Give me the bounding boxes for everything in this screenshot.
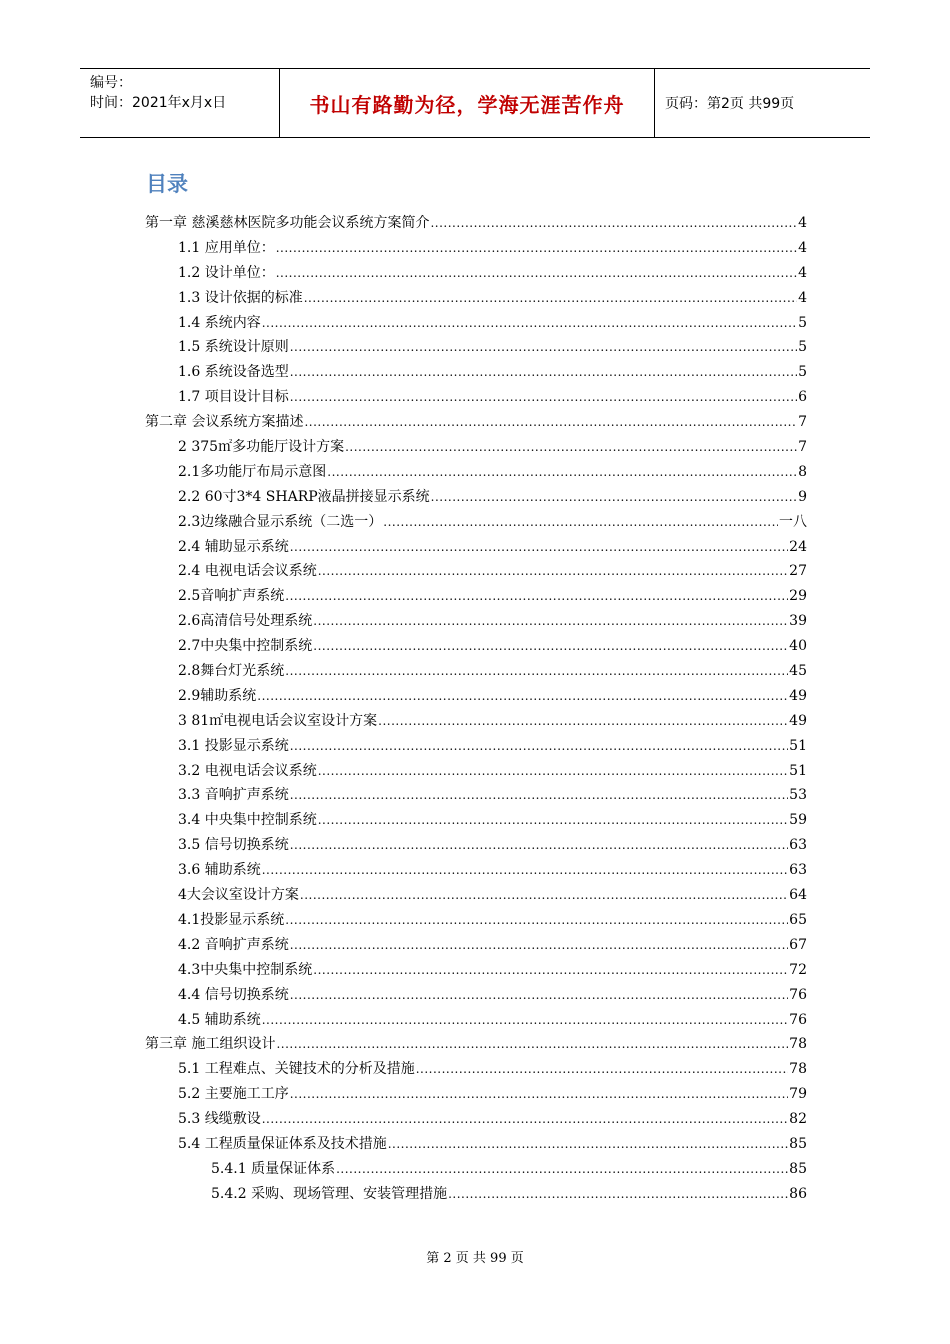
toc-entry-page: 5 xyxy=(798,364,807,381)
toc-entry-title: 4.1投影显示系统 xyxy=(178,911,285,928)
toc-entry[interactable] xyxy=(145,610,807,635)
toc-dot-leader xyxy=(290,540,788,554)
toc-entry-title: 1.1 应用单位： xyxy=(178,239,275,256)
toc-entry[interactable] xyxy=(145,635,807,660)
toc-entry[interactable] xyxy=(145,585,807,610)
toc-entry[interactable] xyxy=(145,710,807,735)
toc-entry-title: 2.3边缘融合显示系统（二选一） xyxy=(178,513,383,530)
toc-entry-title: 5.3 线缆敷设 xyxy=(178,1111,261,1128)
toc-entry-title: 5.2 主要施工工序 xyxy=(178,1086,289,1103)
toc-entry[interactable] xyxy=(145,560,807,585)
toc-entry-title: 4.4 信号切换系统 xyxy=(178,986,289,1003)
toc-entry[interactable] xyxy=(145,760,807,785)
toc-dot-leader xyxy=(388,1137,788,1151)
toc-dot-leader xyxy=(285,589,788,603)
header-number-label: 编号： xyxy=(90,75,132,91)
toc-entry-page: 39 xyxy=(789,613,807,630)
toc-dot-leader xyxy=(304,415,797,429)
toc-dot-leader xyxy=(290,1087,788,1101)
toc-entry[interactable] xyxy=(145,984,807,1009)
toc-entry[interactable] xyxy=(145,1083,807,1108)
toc-dot-leader xyxy=(345,440,797,454)
toc-entry[interactable] xyxy=(145,511,807,536)
toc-entry-title: 第三章 施工组织设计 xyxy=(145,1036,276,1053)
toc-entry-page: 76 xyxy=(789,986,807,1003)
toc-entry[interactable] xyxy=(145,859,807,884)
toc-entry[interactable] xyxy=(145,934,807,959)
toc-entry-page: 51 xyxy=(789,737,807,754)
toc-entry-title: 3.4 中央集中控制系统 xyxy=(178,812,317,829)
header-motto: 书山有路勤为径，学海无涯苦作舟 xyxy=(280,69,655,137)
toc-entry-title: 5.4.1 质量保证体系 xyxy=(211,1160,336,1177)
toc-entry-page: 76 xyxy=(789,1011,807,1028)
toc-entry-page: 一八 xyxy=(779,513,807,530)
toc-entry-title: 1.6 系统设备选型 xyxy=(178,364,289,381)
toc-dot-leader xyxy=(262,1112,788,1126)
toc-entry-title: 2.5音响扩声系统 xyxy=(178,588,285,605)
toc-entry-page: 82 xyxy=(789,1111,807,1128)
toc-dot-leader xyxy=(416,1062,788,1076)
header-page-info: 页码：第2页 共99页 xyxy=(665,96,795,112)
toc-entry-title: 4.2 音响扩声系统 xyxy=(178,936,289,953)
toc-entry-page: 8 xyxy=(798,463,807,480)
toc-entry-title: 第二章 会议系统方案描述 xyxy=(145,414,304,431)
toc-dot-leader xyxy=(290,340,797,354)
toc-entry-page: 4 xyxy=(798,289,807,306)
toc-entry-page: 64 xyxy=(789,887,807,904)
toc-entry-page: 78 xyxy=(789,1036,807,1053)
toc-entry-page: 49 xyxy=(789,687,807,704)
toc-entry-page: 24 xyxy=(789,538,807,555)
toc-entry[interactable] xyxy=(145,1058,807,1083)
toc-dot-leader xyxy=(262,1013,788,1027)
toc-entry-title: 2.1多功能厅布局示意图 xyxy=(178,463,327,480)
toc-entry-title: 3.2 电视电话会议系统 xyxy=(178,762,317,779)
toc-entry-page: 9 xyxy=(798,488,807,505)
toc-dot-leader xyxy=(313,614,788,628)
toc-entry[interactable] xyxy=(145,784,807,809)
toc-entry[interactable] xyxy=(145,411,807,436)
toc-dot-leader xyxy=(304,291,797,305)
toc-entry-title: 4.5 辅助系统 xyxy=(178,1011,261,1028)
toc-dot-leader xyxy=(318,564,788,578)
toc-entry-title: 3 81㎡电视电话会议室设计方案 xyxy=(178,712,378,729)
toc-dot-leader xyxy=(290,938,788,952)
toc-dot-leader xyxy=(290,739,788,753)
toc-dot-leader xyxy=(290,788,788,802)
toc-entry[interactable] xyxy=(145,386,807,411)
toc-entry-title: 2.4 电视电话会议系统 xyxy=(178,563,317,580)
toc-entry-page: 63 xyxy=(789,837,807,854)
toc-entry-page: 63 xyxy=(789,862,807,879)
toc-entry-title: 4.3中央集中控制系统 xyxy=(178,961,313,978)
toc-entry-title: 1.2 设计单位： xyxy=(178,264,275,281)
toc-entry-page: 4 xyxy=(798,239,807,256)
toc-dot-leader xyxy=(327,465,797,479)
toc-entry-page: 67 xyxy=(789,936,807,953)
toc-entry-title: 4大会议室设计方案 xyxy=(178,887,299,904)
header-date-label: 时间：2021年x月x日 xyxy=(90,95,227,111)
toc-entry-title: 2.6高清信号处理系统 xyxy=(178,613,313,630)
toc-dot-leader xyxy=(431,490,797,504)
header-meta xyxy=(80,69,280,137)
toc-entry-page: 6 xyxy=(798,389,807,406)
toc-dot-leader xyxy=(262,316,797,330)
toc-entry[interactable] xyxy=(145,735,807,760)
toc-entry[interactable] xyxy=(145,361,807,386)
toc-entry[interactable] xyxy=(145,312,807,337)
toc-dot-leader xyxy=(257,689,788,703)
toc-entry[interactable] xyxy=(145,1033,807,1058)
toc-dot-leader xyxy=(318,813,788,827)
toc-entry[interactable] xyxy=(145,660,807,685)
toc-entry[interactable] xyxy=(145,436,807,461)
toc-entry-title: 3.5 信号切换系统 xyxy=(178,837,289,854)
toc-dot-leader xyxy=(313,639,788,653)
table-of-contents xyxy=(145,212,807,1208)
toc-dot-leader xyxy=(276,1037,788,1051)
toc-entry-title: 3.6 辅助系统 xyxy=(178,862,261,879)
toc-entry[interactable] xyxy=(145,1133,807,1158)
toc-dot-leader xyxy=(318,764,788,778)
toc-entry-title: 2.2 60寸3*4 SHARP液晶拼接显示系统 xyxy=(178,488,430,505)
toc-entry-title: 2.7中央集中控制系统 xyxy=(178,638,313,655)
toc-dot-leader xyxy=(383,515,778,529)
toc-entry[interactable] xyxy=(145,461,807,486)
toc-entry[interactable] xyxy=(145,1158,807,1183)
toc-entry-page: 27 xyxy=(789,563,807,580)
toc-dot-leader xyxy=(430,216,797,230)
toc-entry-title: 3.3 音响扩声系统 xyxy=(178,787,289,804)
toc-entry-title: 2.9辅助系统 xyxy=(178,687,257,704)
toc-entry[interactable] xyxy=(145,287,807,312)
toc-dot-leader xyxy=(336,1162,788,1176)
toc-dot-leader xyxy=(262,863,788,877)
toc-dot-leader xyxy=(378,714,788,728)
page-header xyxy=(80,68,870,138)
toc-entry-page: 49 xyxy=(789,712,807,729)
toc-entry-page: 40 xyxy=(789,638,807,655)
toc-entry-title: 5.1 工程难点、关键技术的分析及措施 xyxy=(178,1061,415,1078)
toc-entry[interactable] xyxy=(145,834,807,859)
toc-entry-title: 1.3 设计依据的标准 xyxy=(178,289,303,306)
toc-dot-leader xyxy=(285,664,788,678)
toc-entry[interactable] xyxy=(145,536,807,561)
toc-dot-leader xyxy=(276,266,797,280)
toc-dot-leader xyxy=(290,390,797,404)
toc-entry-title: 5.4.2 采购、现场管理、安装管理措施 xyxy=(211,1185,448,1202)
toc-entry-page: 79 xyxy=(789,1086,807,1103)
toc-entry[interactable] xyxy=(145,262,807,287)
toc-entry-page: 5 xyxy=(798,339,807,356)
toc-entry[interactable] xyxy=(145,1009,807,1034)
toc-entry[interactable] xyxy=(145,486,807,511)
toc-entry-page: 7 xyxy=(798,439,807,456)
toc-entry-title: 3.1 投影显示系统 xyxy=(178,737,289,754)
toc-entry-title: 第一章 慈溪慈林医院多功能会议系统方案简介 xyxy=(145,215,430,231)
toc-dot-leader xyxy=(290,365,797,379)
toc-entry-page: 5 xyxy=(798,314,807,331)
toc-entry-title: 5.4 工程质量保证体系及技术措施 xyxy=(178,1135,387,1152)
toc-entry-page: 85 xyxy=(789,1135,807,1152)
toc-entry-page: 45 xyxy=(789,663,807,680)
toc-title: 目录 xyxy=(146,172,188,196)
toc-entry-page: 29 xyxy=(789,588,807,605)
toc-entry-title: 1.5 系统设计原则 xyxy=(178,339,289,356)
toc-entry[interactable] xyxy=(145,909,807,934)
toc-entry-title: 1.4 系统内容 xyxy=(178,314,261,331)
toc-entry-page: 53 xyxy=(789,787,807,804)
toc-dot-leader xyxy=(300,888,788,902)
toc-entry-title: 2.8舞台灯光系统 xyxy=(178,663,285,680)
toc-entry-page: 4 xyxy=(798,264,807,281)
toc-entry-page: 78 xyxy=(789,1061,807,1078)
toc-entry[interactable] xyxy=(145,237,807,262)
toc-entry-page: 59 xyxy=(789,812,807,829)
toc-entry-title: 2 375㎡多功能厅设计方案 xyxy=(178,439,345,456)
toc-entry[interactable] xyxy=(145,809,807,834)
page-footer: 第 2 页 共 99 页 xyxy=(426,1251,524,1266)
toc-dot-leader xyxy=(448,1187,788,1201)
toc-entry[interactable] xyxy=(145,884,807,909)
toc-dot-leader xyxy=(276,241,797,255)
toc-entry[interactable] xyxy=(145,1108,807,1133)
toc-entry-page: 65 xyxy=(789,911,807,928)
toc-entry[interactable] xyxy=(145,959,807,984)
toc-entry[interactable] xyxy=(145,336,807,361)
toc-entry-page: 72 xyxy=(789,961,807,978)
toc-dot-leader xyxy=(290,838,788,852)
toc-entry-page: 85 xyxy=(789,1160,807,1177)
toc-entry-page: 4 xyxy=(798,215,807,231)
toc-entry-page: 7 xyxy=(798,414,807,431)
toc-dot-leader xyxy=(285,913,788,927)
toc-entry-title: 2.4 辅助显示系统 xyxy=(178,538,289,555)
toc-entry-page: 86 xyxy=(789,1185,807,1202)
toc-entry-page: 51 xyxy=(789,762,807,779)
toc-entry[interactable] xyxy=(145,685,807,710)
toc-entry-title: 1.7 项目设计目标 xyxy=(178,389,289,406)
toc-entry[interactable] xyxy=(145,1183,807,1208)
toc-entry[interactable] xyxy=(145,212,807,237)
toc-dot-leader xyxy=(290,988,788,1002)
toc-dot-leader xyxy=(313,963,788,977)
